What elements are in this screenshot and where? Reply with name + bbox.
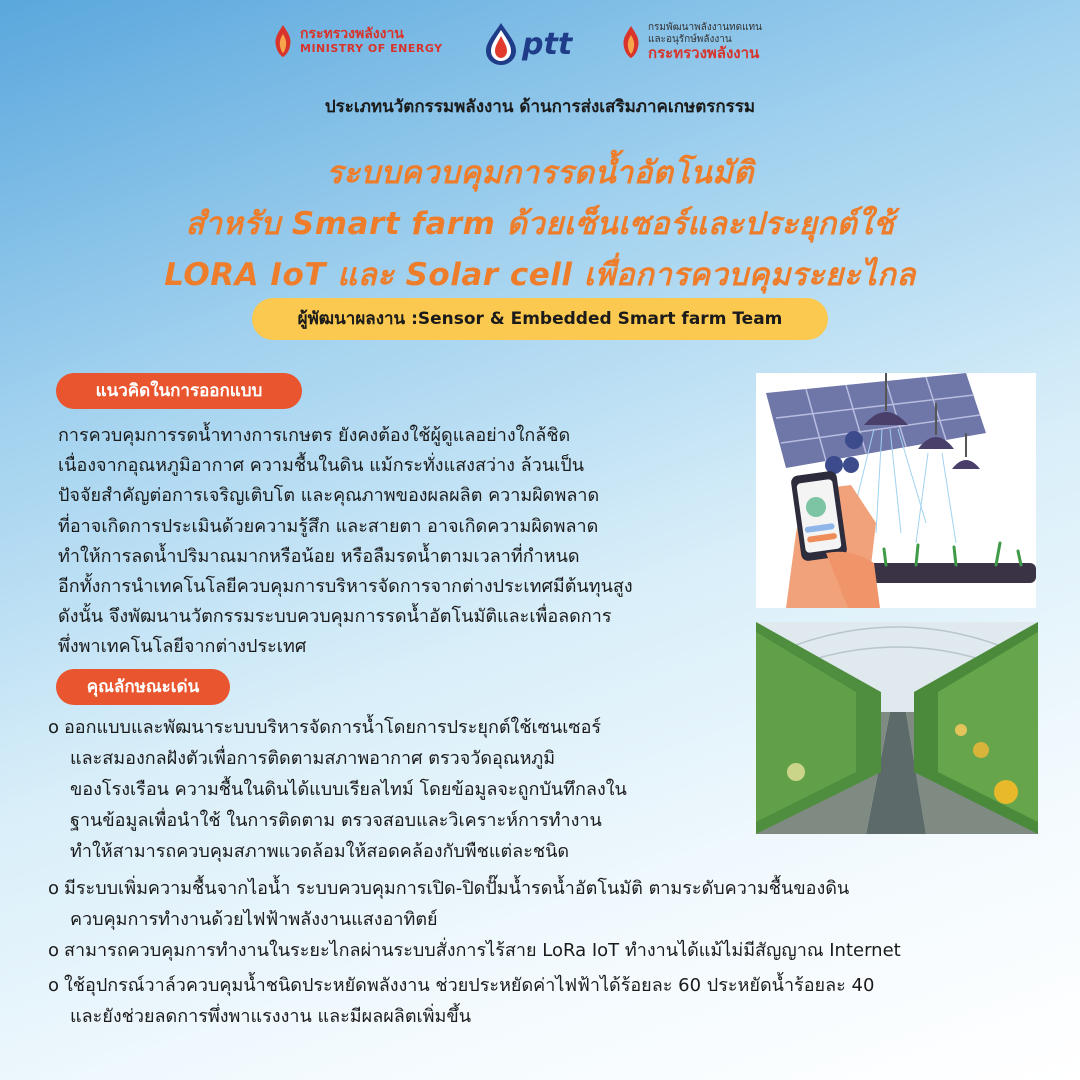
team-badge: ผู้พัฒนาผลงาน :Sensor & Embedded Smart farm Team: [252, 298, 828, 340]
dede-name-line-1: กรมพัฒนาพลังงานทดแทน: [648, 22, 762, 33]
feature-text: สามารถควบคุมการทำงานในระยะไกลผ่านระบบสั่งการไร้สาย LoRa IoT ทำงานได้แม้ไม่มีสัญญาณ Internet: [64, 940, 901, 961]
logo-bar: [0, 22, 1080, 72]
concept-line: ที่อาจเกิดการประเมินด้วยความรู้สึก และสายตา อาจเกิดความผิดพลาด: [58, 515, 599, 537]
bullet-icon: o: [48, 717, 60, 738]
title-line-2: สำหรับ Smart farm ด้วยเซ็นเซอร์และประยุกต์ใช้: [185, 206, 895, 242]
category-subtitle: ประเภทนวัตกรรมพลังงาน ด้านการส่งเสริมภาคเกษตรกรรม: [324, 97, 756, 117]
concept-line: อีกทั้งการนำเทคโนโลยีควบคุมการบริหารจัดการจากต่างประเทศมีต้นทุนสูง: [58, 575, 633, 597]
feature-item: [48, 970, 874, 1032]
flame-icon: [620, 25, 642, 59]
feature-text: ฐานข้อมูลเพื่อนำใช้ ในการติดตาม ตรวจสอบและวิเคราะห์การทำงาน: [70, 810, 602, 831]
feature-text: ของโรงเรือน ความชื้นในดินได้แบบเรียลไทม์ โดยข้อมูลจะถูกบันทึกลงใน: [70, 779, 627, 800]
ptt-logo: [484, 22, 572, 66]
feature-text: ควบคุมการทำงานด้วยไฟฟ้าพลังงานแสงอาทิตย์: [70, 909, 438, 930]
feature-text: และสมองกลฝังตัวเพื่อการติดตามสภาพอากาศ ตรวจวัดอุณหภูมิ: [70, 748, 556, 769]
concept-line: การควบคุมการรดน้ำทางการเกษตร ยังคงต้องใช้ผู้ดูแลอย่างใกล้ชิด: [58, 425, 571, 446]
dede-ministry-name: กระทรวงพลังงาน: [648, 44, 760, 62]
title-line-3: LORA IoT และ Solar cell เพื่อการควบคุมระยะไกล: [164, 257, 916, 293]
feature-text: ใช้อุปกรณ์วาล์วควบคุมน้ำชนิดประหยัดพลังงาน ช่วยประหยัดค่าไฟฟ้าได้ร้อยละ 60 ประหยัดน้ำร้อยละ 40: [64, 975, 875, 996]
feature-text: และยังช่วยลดการพึ่งพาแรงงาน และมีผลผลิตเพิ่มขึ้น: [70, 1006, 472, 1027]
bullet-icon: o: [48, 878, 60, 899]
smart-farm-illustration: [756, 373, 1036, 608]
ministry-of-energy-logo: [272, 24, 443, 58]
ptt-drop-icon: [484, 22, 518, 66]
feature-item: [48, 873, 849, 935]
feature-item: [48, 712, 627, 867]
concept-line: เนื่องจากอุณหภูมิอากาศ ความชื้นในดิน แม้กระทั่งแสงสว่าง ล้วนเป็น: [58, 455, 585, 477]
dede-name-line-2: และอนุรักษ์พลังงาน: [648, 33, 732, 45]
concept-line: ปัจจัยสำคัญต่อการเจริญเติบโต และคุณภาพของผลผลิต ความผิดพลาด: [58, 485, 600, 507]
concept-line: พึ่งพาเทคโนโลยีจากต่างประเทศ: [58, 636, 307, 658]
concept-line: ดังนั้น จึงพัฒนานวัตกรรมระบบควบคุมการรดน้ำอัตโนมัติและเพื่อลดการ: [58, 606, 612, 628]
concept-paragraph: [58, 421, 738, 663]
moe-english-name: MINISTRY OF ENERGY: [300, 41, 443, 55]
title-line-1: ระบบควบคุมการรดน้ำอัตโนมัติ: [326, 155, 754, 191]
feature-text: ออกแบบและพัฒนาระบบบริหารจัดการน้ำโดยการประยุกต์ใช้เซนเซอร์: [64, 717, 602, 738]
greenhouse-photo: [756, 622, 1038, 834]
flame-icon: [272, 24, 294, 58]
feature-item: [48, 935, 901, 966]
ptt-wordmark: ptt: [522, 26, 573, 62]
feature-text: ทำให้สามารถควบคุมสภาพแวดล้อมให้สอดคล้องกับพืชแต่ละชนิด: [70, 841, 570, 862]
dede-logo: [620, 22, 762, 62]
concept-section-heading: แนวคิดในการออกแบบ: [56, 373, 302, 409]
bullet-icon: o: [48, 940, 60, 961]
moe-thai-name: กระทรวงพลังงาน: [300, 26, 404, 43]
concept-line: ทำให้การลดน้ำปริมาณมากหรือน้อย หรือลืมรดน้ำตามเวลาที่กำหนด: [58, 545, 580, 567]
feature-text: มีระบบเพิ่มความชื้นจากไอน้ำ ระบบควบคุมการเปิด-ปิดปั๊มน้ำรดน้ำอัตโนมัติ ตามระดับความชื้นของดิน: [64, 878, 850, 899]
features-section-heading: คุณลักษณะเด่น: [56, 669, 230, 705]
bullet-icon: o: [48, 975, 60, 996]
